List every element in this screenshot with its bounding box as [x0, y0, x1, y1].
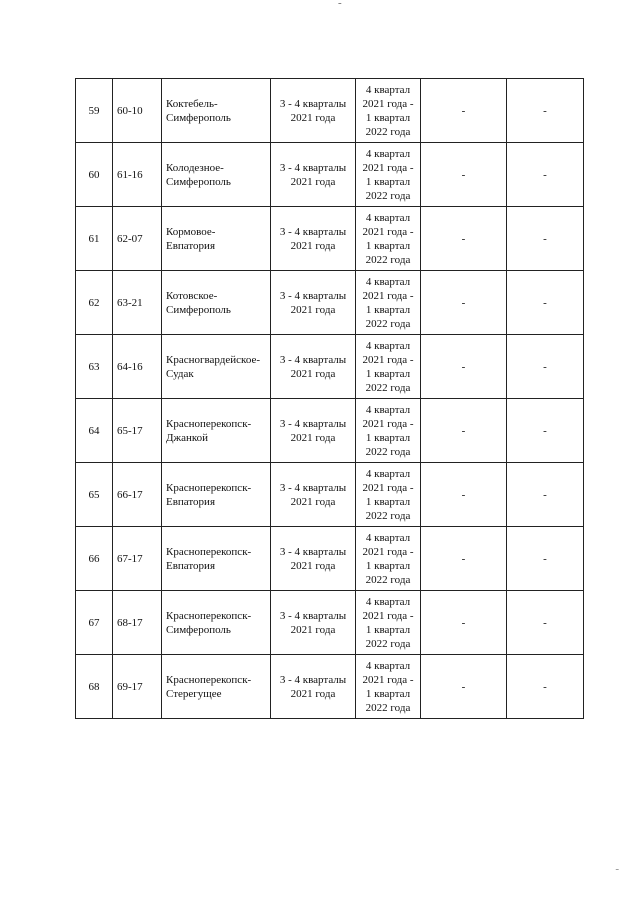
- route-name-cell: Колодезное- Симферополь: [162, 143, 271, 207]
- start-period-cell: 3 - 4 кварталы 2021 года: [271, 79, 356, 143]
- end-period-cell: 4 квартал 2021 года - 1 квартал 2022 года: [356, 207, 421, 271]
- route-name-cell: Кормовое- Евпатория: [162, 207, 271, 271]
- table-row: [76, 591, 584, 655]
- column-7-cell: -: [507, 463, 584, 527]
- start-period-cell: 3 - 4 кварталы 2021 года: [271, 143, 356, 207]
- route-code-cell: 64-16: [113, 335, 162, 399]
- end-period-cell: 4 квартал 2021 года - 1 квартал 2022 года: [356, 271, 421, 335]
- table-row: [76, 335, 584, 399]
- start-period-cell: 3 - 4 кварталы 2021 года: [271, 527, 356, 591]
- route-name-cell: Красноперекопск- Симферополь: [162, 591, 271, 655]
- end-period-cell: 4 квартал 2021 года - 1 квартал 2022 года: [356, 463, 421, 527]
- route-code-cell: 60-10: [113, 79, 162, 143]
- row-number-cell: 61: [76, 207, 113, 271]
- column-7-cell: -: [507, 591, 584, 655]
- column-6-cell: -: [421, 591, 507, 655]
- column-6-cell: -: [421, 655, 507, 719]
- routes-schedule-table: [75, 78, 584, 719]
- column-6-cell: -: [421, 207, 507, 271]
- row-number-cell: 64: [76, 399, 113, 463]
- column-6-cell: -: [421, 335, 507, 399]
- route-code-cell: 69-17: [113, 655, 162, 719]
- end-period-cell: 4 квартал 2021 года - 1 квартал 2022 года: [356, 335, 421, 399]
- column-7-cell: -: [507, 271, 584, 335]
- route-name-cell: Красноперекопск- Джанкой: [162, 399, 271, 463]
- route-code-cell: 62-07: [113, 207, 162, 271]
- column-6-cell: -: [421, 79, 507, 143]
- column-7-cell: -: [507, 527, 584, 591]
- row-number-cell: 63: [76, 335, 113, 399]
- route-code-cell: 65-17: [113, 399, 162, 463]
- column-6-cell: -: [421, 527, 507, 591]
- table-row: [76, 207, 584, 271]
- table-body: [76, 79, 584, 719]
- row-number-cell: 67: [76, 591, 113, 655]
- row-number-cell: 59: [76, 79, 113, 143]
- column-7-cell: -: [507, 399, 584, 463]
- corner-mark: -: [615, 863, 619, 875]
- route-code-cell: 61-16: [113, 143, 162, 207]
- start-period-cell: 3 - 4 кварталы 2021 года: [271, 655, 356, 719]
- start-period-cell: 3 - 4 кварталы 2021 года: [271, 399, 356, 463]
- route-code-cell: 68-17: [113, 591, 162, 655]
- table-row: [76, 79, 584, 143]
- table-row: [76, 143, 584, 207]
- route-name-cell: Котовское- Симферополь: [162, 271, 271, 335]
- start-period-cell: 3 - 4 кварталы 2021 года: [271, 463, 356, 527]
- route-name-cell: Красногвардейское- Судак: [162, 335, 271, 399]
- column-7-cell: -: [507, 79, 584, 143]
- start-period-cell: 3 - 4 кварталы 2021 года: [271, 335, 356, 399]
- route-name-cell: Красноперекопск- Стерегущее: [162, 655, 271, 719]
- page-number-mark: -: [338, 0, 342, 9]
- end-period-cell: 4 квартал 2021 года - 1 квартал 2022 года: [356, 79, 421, 143]
- end-period-cell: 4 квартал 2021 года - 1 квартал 2022 года: [356, 655, 421, 719]
- start-period-cell: 3 - 4 кварталы 2021 года: [271, 591, 356, 655]
- route-code-cell: 67-17: [113, 527, 162, 591]
- route-code-cell: 66-17: [113, 463, 162, 527]
- row-number-cell: 68: [76, 655, 113, 719]
- table-row: [76, 271, 584, 335]
- start-period-cell: 3 - 4 кварталы 2021 года: [271, 207, 356, 271]
- route-code-cell: 63-21: [113, 271, 162, 335]
- table-row: [76, 399, 584, 463]
- table-row: [76, 527, 584, 591]
- table-row: [76, 655, 584, 719]
- column-6-cell: -: [421, 399, 507, 463]
- column-6-cell: -: [421, 463, 507, 527]
- row-number-cell: 66: [76, 527, 113, 591]
- end-period-cell: 4 квартал 2021 года - 1 квартал 2022 года: [356, 527, 421, 591]
- column-7-cell: -: [507, 655, 584, 719]
- route-name-cell: Красноперекопск- Евпатория: [162, 527, 271, 591]
- row-number-cell: 65: [76, 463, 113, 527]
- table-row: [76, 463, 584, 527]
- start-period-cell: 3 - 4 кварталы 2021 года: [271, 271, 356, 335]
- row-number-cell: 60: [76, 143, 113, 207]
- column-7-cell: -: [507, 207, 584, 271]
- route-name-cell: Красноперекопск- Евпатория: [162, 463, 271, 527]
- end-period-cell: 4 квартал 2021 года - 1 квартал 2022 года: [356, 143, 421, 207]
- row-number-cell: 62: [76, 271, 113, 335]
- column-7-cell: -: [507, 335, 584, 399]
- column-6-cell: -: [421, 271, 507, 335]
- column-7-cell: -: [507, 143, 584, 207]
- end-period-cell: 4 квартал 2021 года - 1 квартал 2022 года: [356, 399, 421, 463]
- end-period-cell: 4 квартал 2021 года - 1 квартал 2022 года: [356, 591, 421, 655]
- route-name-cell: Коктебель- Симферополь: [162, 79, 271, 143]
- column-6-cell: -: [421, 143, 507, 207]
